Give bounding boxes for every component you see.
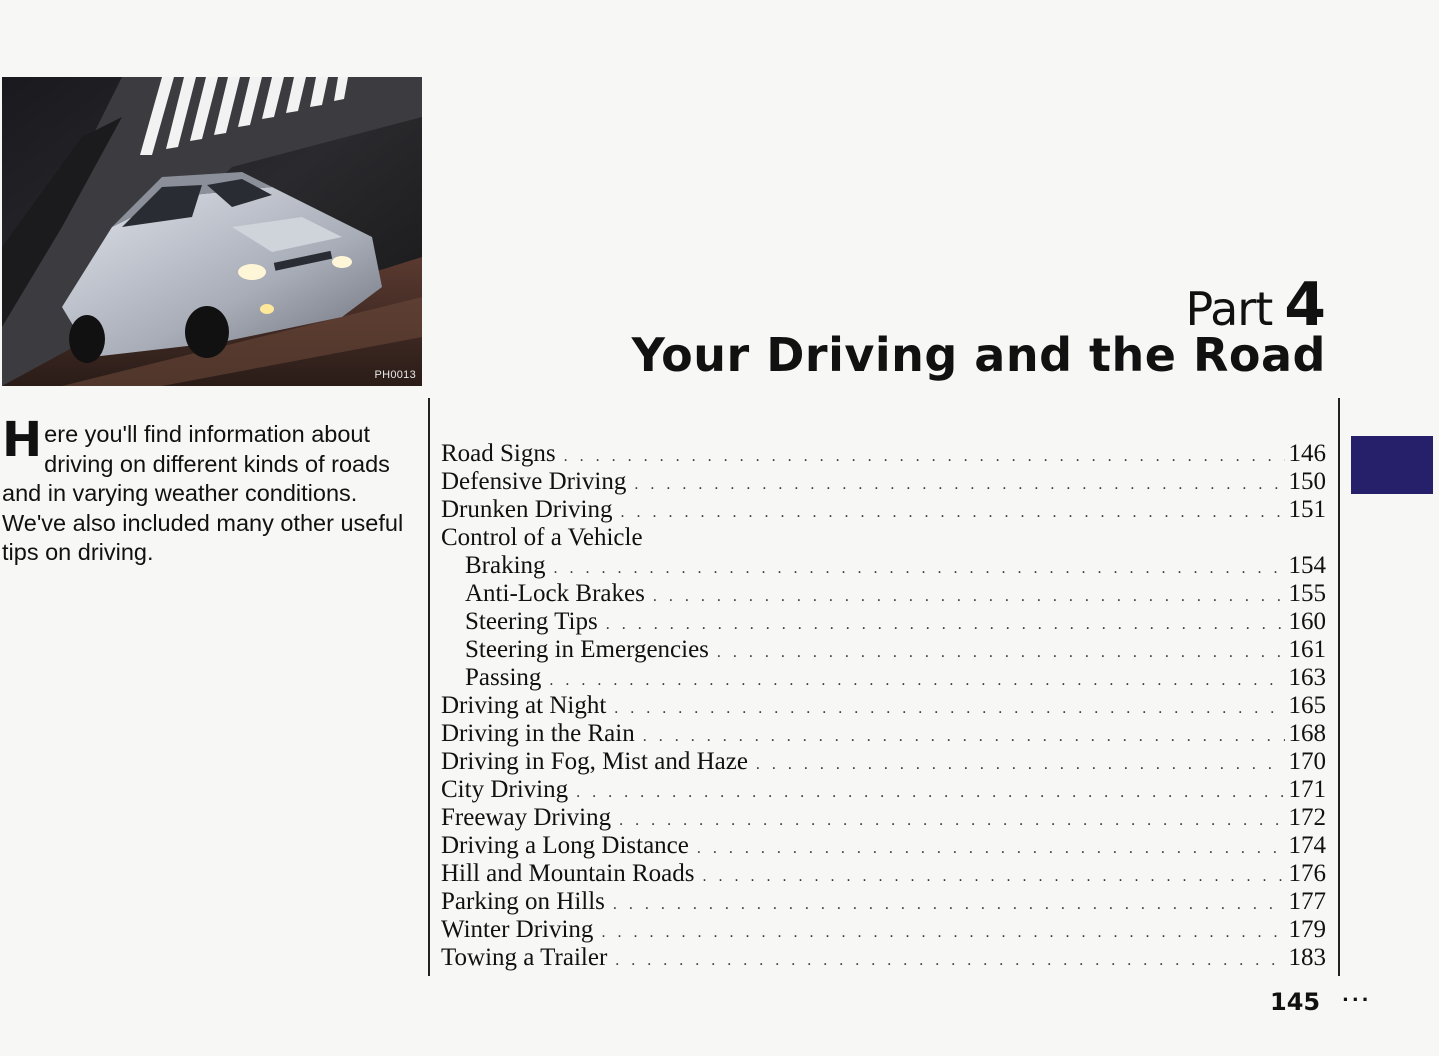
toc-leader-dots — [606, 611, 1285, 639]
toc-leader-dots — [564, 443, 1285, 471]
toc-leader-dots — [756, 751, 1285, 779]
toc-entry-page: 160 — [1288, 608, 1326, 635]
table-of-contents — [441, 440, 1326, 972]
toc-entry[interactable] — [441, 748, 1326, 776]
toc-leader-dots — [717, 639, 1285, 667]
toc-entry-page: 146 — [1288, 440, 1326, 467]
toc-leader-dots — [614, 695, 1284, 723]
part-word: Part — [1185, 282, 1273, 336]
toc-entry-page: 165 — [1288, 692, 1326, 719]
toc-entry-page: 151 — [1288, 496, 1326, 523]
toc-entry[interactable] — [441, 916, 1326, 944]
toc-leader-dots — [576, 779, 1284, 807]
toc-entry-page: 174 — [1288, 832, 1326, 859]
page-number-dots: ... — [1342, 985, 1372, 1006]
toc-entry-page: 170 — [1288, 748, 1326, 775]
toc-entry-label: Parking on Hills — [441, 888, 605, 915]
page-title: Your Driving and the Road — [631, 328, 1326, 382]
toc-entry-label: Steering in Emergencies — [465, 636, 709, 663]
toc-entry[interactable] — [441, 692, 1326, 720]
toc-leader-dots — [621, 499, 1285, 527]
toc-leader-dots — [634, 471, 1284, 499]
car-illustration — [2, 77, 422, 386]
toc-entry-label: Freeway Driving — [441, 804, 612, 831]
toc-entry-label: Control of a Vehicle — [441, 524, 643, 551]
toc-leader-dots — [643, 723, 1285, 751]
toc-entry[interactable] — [441, 636, 1326, 664]
toc-entry-label: Hill and Mountain Roads — [441, 860, 695, 887]
toc-leader-dots — [697, 835, 1285, 863]
toc-entry[interactable] — [441, 804, 1326, 832]
toc-entry-label: Winter Driving — [441, 916, 594, 943]
toc-entry-label: Towing a Trailer — [441, 944, 608, 971]
toc-entry-label: Drunken Driving — [441, 496, 613, 523]
toc-entry[interactable] — [441, 468, 1326, 496]
intro-text: ere you'll find information about driving on different kinds of roads and in varying weather conditions. We've also included many other useful tips on driving. — [2, 421, 404, 565]
toc-entry[interactable] — [441, 720, 1326, 748]
toc-entry-label: Driving a Long Distance — [441, 832, 689, 859]
section-tab — [1351, 436, 1433, 494]
car-photo — [2, 77, 422, 386]
part-number: 4 — [1284, 270, 1326, 340]
toc-entry[interactable] — [441, 440, 1326, 468]
toc-entry-label: Driving in Fog, Mist and Haze — [441, 748, 748, 775]
toc-entry-label: Braking — [465, 552, 546, 579]
toc-entry-page: 168 — [1288, 720, 1326, 747]
toc-entry-label: Defensive Driving — [441, 468, 627, 495]
toc-entry[interactable] — [441, 608, 1326, 636]
toc-right-rule — [1338, 398, 1340, 976]
toc-leader-dots — [702, 863, 1284, 891]
page-number: 145 — [1270, 988, 1321, 1016]
toc-entry-page: 155 — [1288, 580, 1326, 607]
toc-entry-label: Driving at Night — [441, 692, 607, 719]
toc-entry-label: Steering Tips — [465, 608, 598, 635]
toc-entry-page: 179 — [1288, 916, 1326, 943]
toc-entry[interactable] — [441, 552, 1326, 580]
toc-entry-page: 172 — [1288, 804, 1326, 831]
toc-entry[interactable] — [441, 580, 1326, 608]
toc-entry-page: 177 — [1288, 888, 1326, 915]
toc-entry-page: 161 — [1288, 636, 1326, 663]
toc-entry[interactable] — [441, 496, 1326, 524]
toc-left-rule — [428, 398, 430, 976]
toc-entry[interactable] — [441, 888, 1326, 916]
toc-entry-page: 154 — [1288, 552, 1326, 579]
toc-entry-page: 163 — [1288, 664, 1326, 691]
toc-entry[interactable] — [441, 664, 1326, 692]
toc-entry-label: Passing — [465, 664, 542, 691]
toc-entry-page: 183 — [1288, 944, 1326, 971]
toc-entry-label: Anti-Lock Brakes — [465, 580, 645, 607]
toc-leader-dots — [653, 583, 1285, 611]
drop-cap: H — [2, 412, 43, 468]
toc-entry-page: 171 — [1288, 776, 1326, 803]
photo-code: PH0013 — [374, 369, 416, 381]
toc-leader-dots — [549, 667, 1284, 695]
toc-entry-label: City Driving — [441, 776, 569, 803]
toc-entry[interactable] — [441, 944, 1326, 972]
intro-paragraph — [2, 412, 412, 568]
toc-entry[interactable] — [441, 776, 1326, 804]
toc-entry[interactable] — [441, 860, 1326, 888]
toc-entry-label: Road Signs — [441, 440, 556, 467]
toc-entry-label: Driving in the Rain — [441, 720, 635, 747]
toc-entry[interactable] — [441, 524, 1326, 552]
toc-entry[interactable] — [441, 832, 1326, 860]
toc-leader-dots — [554, 555, 1285, 583]
toc-leader-dots — [613, 891, 1285, 919]
toc-leader-dots — [601, 919, 1284, 947]
toc-leader-dots — [615, 947, 1284, 975]
toc-leader-dots — [619, 807, 1284, 835]
toc-entry-page: 176 — [1288, 860, 1326, 887]
toc-entry-page: 150 — [1288, 468, 1326, 495]
